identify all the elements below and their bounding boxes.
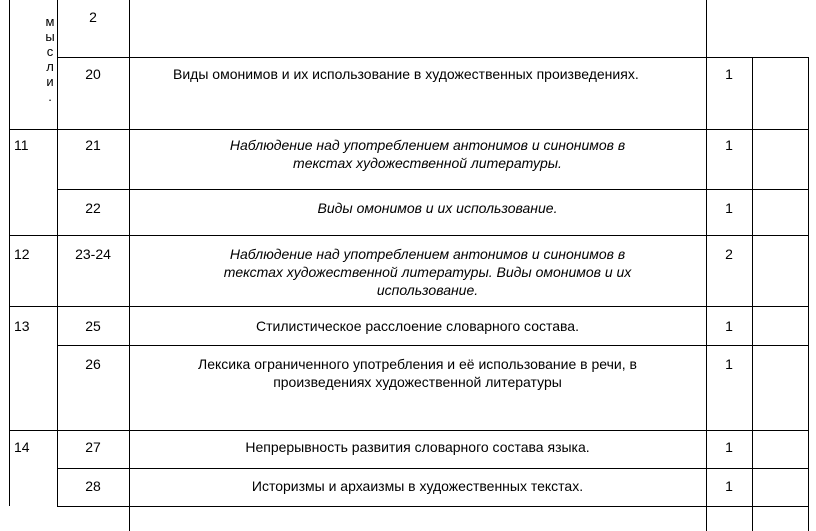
hours-value: 1 (725, 200, 733, 216)
lesson-topic (129, 136, 706, 172)
table-border (57, 345, 809, 346)
group-number: 14 (14, 439, 30, 455)
vertical-letter: л (46, 59, 54, 74)
lesson-topic (129, 245, 706, 299)
vertical-letter: ы (45, 29, 55, 44)
topic-line: текстах художественной литературы. Виды омонимов и их (223, 264, 632, 280)
topic-line: произведениях художественной литературы (273, 374, 562, 390)
group-number: 12 (14, 246, 30, 262)
hours-value: 1 (725, 137, 733, 153)
topic-line: Наблюдение над употреблением антонимов и синонимов в (229, 246, 626, 262)
table-border (57, 57, 809, 58)
lesson-number: 22 (85, 200, 101, 216)
lesson-number: 28 (85, 478, 101, 494)
lesson-number: 2 (89, 9, 97, 25)
group-number: 11 (14, 137, 29, 153)
hours-value: 1 (725, 356, 733, 372)
table-border (57, 189, 809, 190)
topic-line: Наблюдение над употреблением антонимов и синонимов в (229, 137, 626, 153)
vertical-letter: с (46, 44, 54, 59)
table-border (9, 235, 809, 236)
lesson-topic: Виды омонимов и их использование. (317, 200, 558, 216)
topic-line: Лексика ограниченного употребления и её использование в речи, в (198, 356, 637, 372)
vertical-letter: . (48, 89, 52, 104)
table-border (57, 506, 809, 507)
hours-value: 1 (725, 66, 733, 82)
lesson-topic: Непрерывность развития словарного состава языка. (245, 439, 590, 455)
lesson-topic: Виды омонимов и их использование в художественных произведениях. (173, 66, 639, 82)
lesson-topic: Стилистическое расслоение словарного состава. (256, 318, 579, 334)
table-border (9, 306, 809, 307)
table-border (57, 468, 809, 469)
hours-value: 1 (725, 318, 733, 334)
topic-line: использование. (376, 282, 479, 298)
vertical-letter: м (45, 14, 55, 29)
lesson-number: 26 (85, 356, 101, 372)
hours-value: 1 (725, 478, 733, 494)
table-border (9, 430, 809, 431)
table-border (9, 129, 809, 130)
lesson-number: 27 (85, 439, 101, 455)
hours-value: 1 (725, 439, 733, 455)
vertical-letter: и (46, 74, 54, 89)
lesson-number: 21 (85, 137, 101, 153)
hours-value: 2 (725, 246, 733, 262)
lesson-topic: Историзмы и архаизмы в художественных текстах. (251, 478, 584, 494)
topic-line: текстах художественной литературы. (293, 155, 562, 171)
lesson-number: 23-24 (75, 246, 111, 262)
lesson-number: 25 (85, 318, 101, 334)
lesson-number: 20 (85, 66, 101, 82)
lesson-topic (129, 355, 706, 391)
vertical-text-fragment (43, 14, 57, 104)
group-number: 13 (14, 318, 30, 334)
